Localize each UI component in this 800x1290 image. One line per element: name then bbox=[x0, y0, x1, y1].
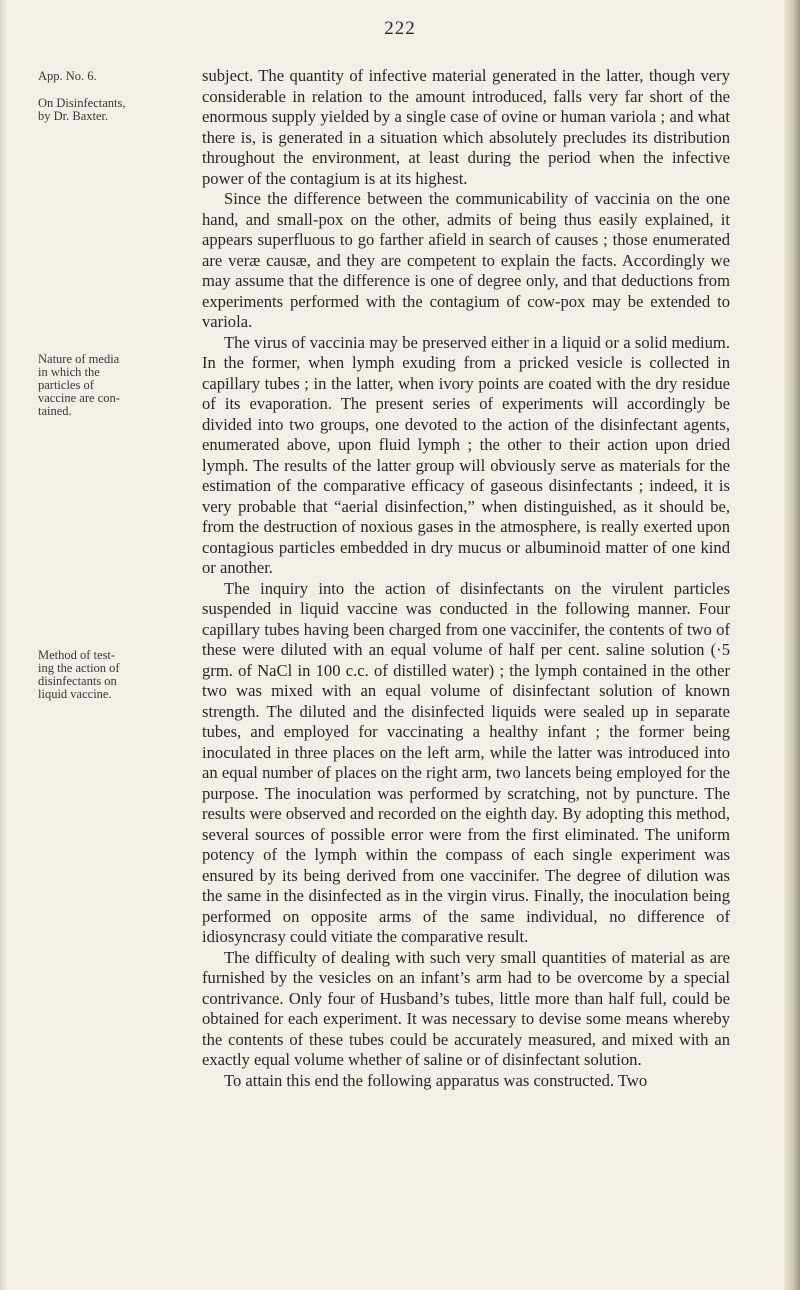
paragraph-5: The difficulty of dealing with such very small quantities of material as are furnished by the vesicles on an infant’s arm had to be overcome by a special contrivance. Only four of Husband’s tubes, little more than half full, could be obtained for each experiment. It was necessary to devise some means whereby the contents of these tubes could be accurately measured, and mixed with an exactly equal volume whether of saline or of disinfectant solution. bbox=[202, 947, 730, 1069]
margin-note-method bbox=[38, 649, 170, 701]
margin-note-line: in which the bbox=[38, 365, 100, 379]
margin-note-nature-of-media bbox=[38, 353, 170, 418]
margin-note-line: by Dr. Baxter. bbox=[38, 109, 109, 123]
margin-note-line: liquid vaccine. bbox=[38, 687, 112, 701]
body-text bbox=[202, 66, 730, 1091]
margin-note-line: particles of bbox=[38, 378, 94, 392]
paragraph-3: The virus of vaccinia may be preserved either in a liquid or a solid medium. In the former, when lymph exuding from a pricked vesicle is collected in capillary tubes ; in the latter, when ivory points are coated with the dry residue of its evaporation. The present series of experiments will accordingly be divided into two groups, one devoted to the action of the disinfectant agents, enumerated above, upon fluid lymph ; the other to their action upon dried lymph. The results of the latter group will obviously serve as materials for the estimation of the comparative efficacy of gaseous disinfectants ; indeed, it is very probable that “aerial disinfection,” when distinguished, as it should be, from the destruction of noxious gases in the atmosphere, is really exerted upon contagious particles embedded in dry mucus or albuminoid matter of one kind or another. bbox=[202, 332, 730, 577]
paragraph-4: The inquiry into the action of disinfectants on the virulent particles suspended in liquid vaccine was conducted in the following manner. Four capillary tubes having been charged from one vaccinifer, the contents of two of these were diluted with an equal volume of half per cent. saline solution (·5 grm. of NaCl in 100 c.c. of distilled water) ; the lymph contained in the other two was mixed with an equal volume of disinfectant solution of known strength. The diluted and the disinfected liquids were sealed up in separate tubes, and employed for vaccinating a healthy infant ; the former being inoculated in three places on the left arm, while the latter was introduced into an equal number of places on the right arm, two lancets being employed for the purpose. The inoculation was performed by scratching, not by puncture. The results were observed and recorded on the eighth day. By adopting this method, several sources of possible error were from the first eliminated. The uniform potency of the lymph within the compass of each single experiment was ensured by its being derived from one vaccinifer. The degree of dilution was the same in the disinfected as in the virgin virus. Finally, the inoculation being performed on opposite arms of the same individual, no difference of idiosyncrasy could vitiate the comparative result. bbox=[202, 578, 730, 946]
margin-note-line: Nature of media bbox=[38, 352, 120, 366]
margin-note-disinfectants bbox=[38, 97, 170, 123]
margin-note-line: vaccine are con- bbox=[38, 391, 120, 405]
paragraph-1: subject. The quantity of infective material generated in the latter, though very considerable in relation to the amount introduced, falls very far short of the enormous supply yielded by a single case of ovine or human variola ; and what there is, is generated in a situation which absolutely precludes its distribution throughout the environment, at least during the period when the infective power of the contagium is at its highest. bbox=[202, 66, 730, 188]
paragraph-2: Since the difference between the communicability of vaccinia on the one hand, and small-pox on the other, admits of being thus easily explained, it appears superfluous to go farther afield in search of causes ; those enumerated are veræ causæ, and they are competent to explain the facts. Accordingly we may assume that the difference is one of degree only, and that deductions from experiments performed with the contagium of cow-pox may be extended to variola. bbox=[202, 189, 730, 331]
margin-note-line: tained. bbox=[38, 404, 72, 418]
margin-note-line: disinfectants on bbox=[38, 674, 117, 688]
margin-note-line: App. No. 6. bbox=[38, 69, 97, 83]
margin-note-line: Method of test- bbox=[38, 648, 116, 662]
page-edge bbox=[784, 0, 800, 1290]
margin-note-line: ing the action of bbox=[38, 661, 120, 675]
paragraph-6: To attain this end the following apparatus was constructed. Two bbox=[224, 1070, 648, 1090]
page-number: 222 bbox=[384, 18, 416, 39]
margin-note-appendix bbox=[38, 70, 170, 83]
margin-note-line: On Disinfectants, bbox=[38, 96, 126, 110]
page-gutter-shadow bbox=[0, 0, 8, 1290]
